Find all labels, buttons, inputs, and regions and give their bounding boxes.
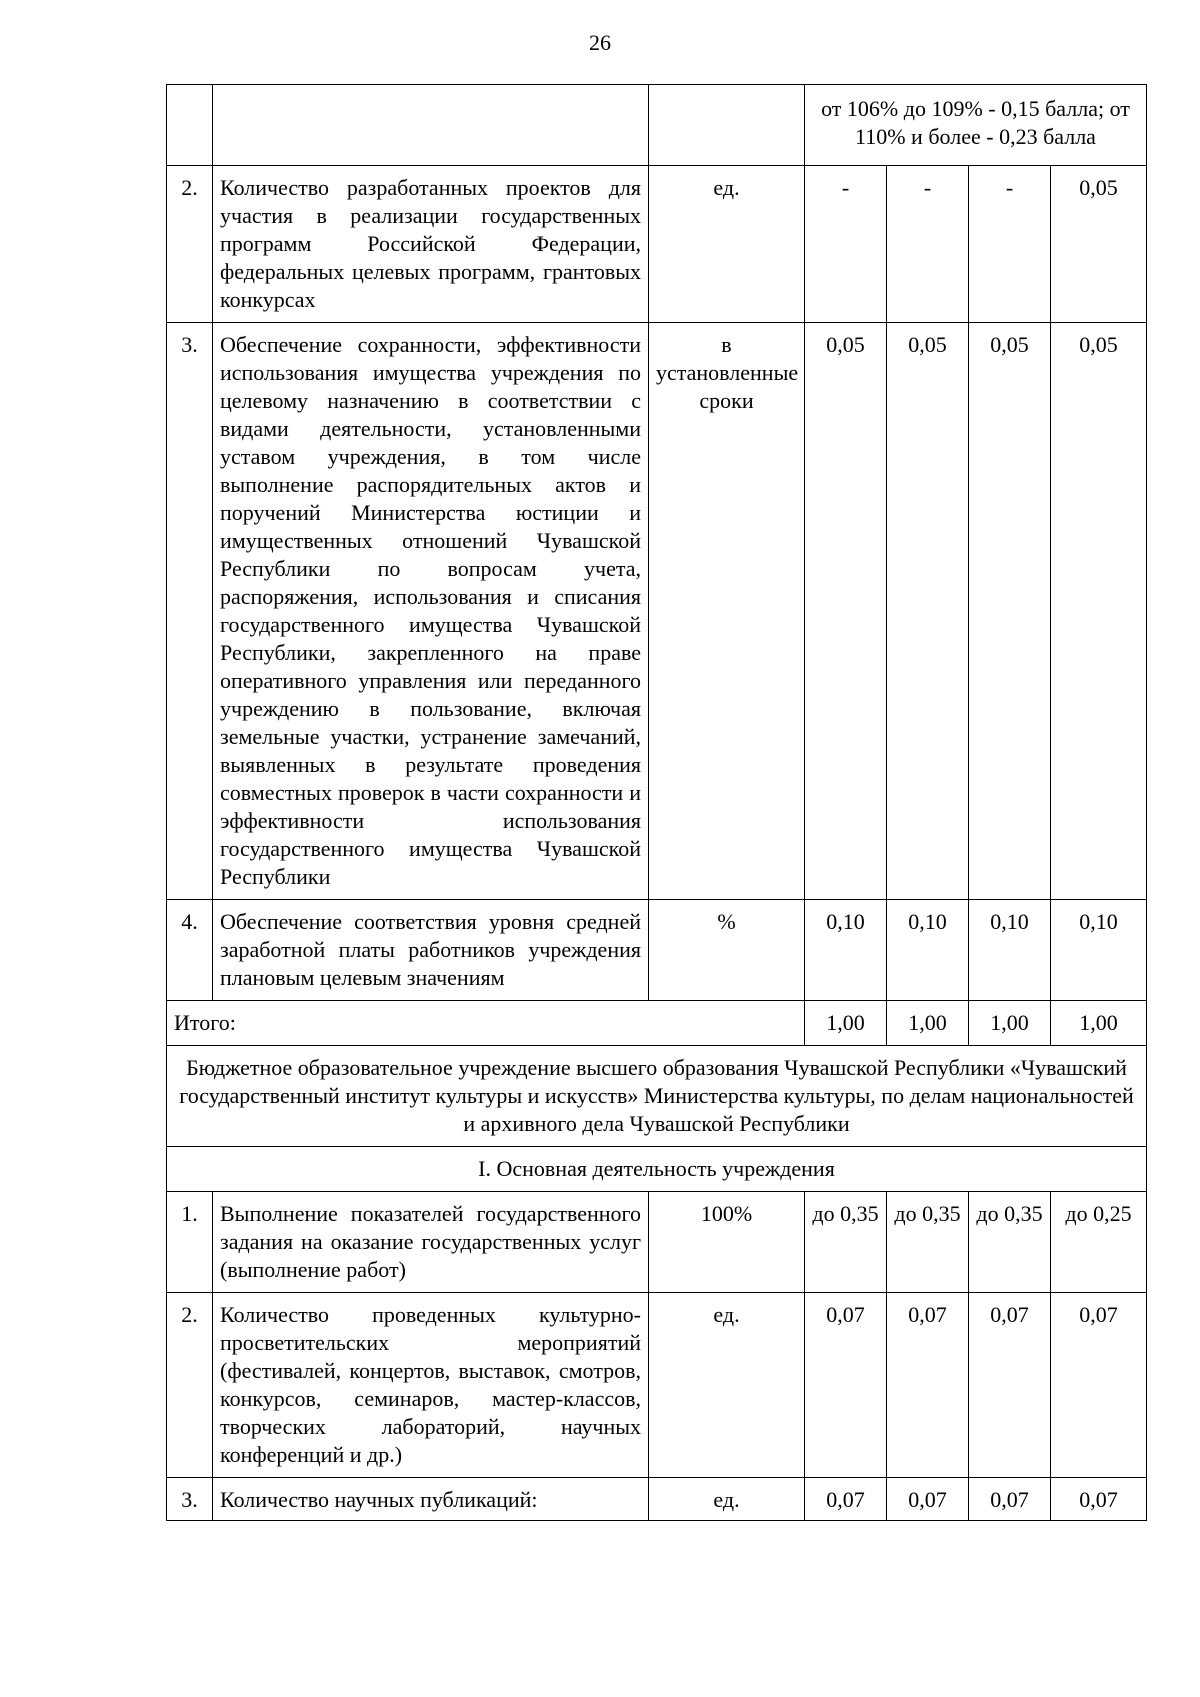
total-value: 1,00	[969, 1001, 1051, 1046]
institution-heading-row	[167, 1046, 1147, 1147]
table-row	[167, 900, 1147, 1001]
cell-value: до 0,35	[805, 1192, 887, 1293]
cell-num: 4.	[167, 900, 213, 1001]
cell-indicator: Обеспечение сохранности, эффективности использования имущества учреждения по целевому назначению в соответствии с видами деятельности, установленными уставом учреждения, в том числе выполнение распорядительных актов и поручений Министерства юстиции и имущественных отношений Чувашской Республики по вопросам учета, распоряжения, использования и списания государственного имущества Чувашской Республики, закрепленного на праве оперативного управления или переданного учреждению в пользование, включая земельные участки, устранение замечаний, выявленных в результате проведения совместных проверок в части сохранности и эффективности использования государственного имущества Чувашской Республики	[213, 323, 649, 900]
cell-value: 0,07	[887, 1293, 969, 1478]
cell-num: 1.	[167, 1192, 213, 1293]
indicator-text: Количество научных публикаций:	[220, 1487, 538, 1512]
cell-value: 0,10	[1051, 900, 1147, 1001]
cell-value: 0,05	[1051, 323, 1147, 900]
cell-value: 0,10	[969, 900, 1051, 1001]
cell-unit: в установленные сроки	[649, 323, 805, 900]
cell-value: -	[887, 166, 969, 323]
cell-value: 0,05	[969, 323, 1051, 900]
cell-value: 0,07	[805, 1478, 887, 1521]
cell-value: 0,05	[1051, 166, 1147, 323]
total-label: Итого:	[167, 1001, 805, 1046]
cell-indicator	[213, 85, 649, 166]
cell-unit	[649, 85, 805, 166]
total-value: 1,00	[887, 1001, 969, 1046]
cell-value: 0,05	[887, 323, 969, 900]
cell-value: 0,10	[887, 900, 969, 1001]
cell-value: -	[805, 166, 887, 323]
cell-num: 2.	[167, 166, 213, 323]
cell-num	[167, 85, 213, 166]
cell-indicator: Количество проведенных культурно-просветительских мероприятий (фестивалей, концертов, выставок, смотров, конкурсов, семинаров, мастер-классов, творческих лабораторий, научных конференций и др.)	[213, 1293, 649, 1478]
cell-unit: ед.	[649, 1478, 805, 1521]
cell-value: 0,07	[887, 1478, 969, 1521]
table-row	[167, 1478, 1147, 1521]
cell-indicator: Количество разработанных проектов для участия в реализации государственных программ Российской Федерации, федеральных целевых программ, грантовых конкурсах	[213, 166, 649, 323]
table-row	[167, 1192, 1147, 1293]
cell-indicator: Обеспечение соответствия уровня средней заработной платы работников учреждения плановым целевым значениям	[213, 900, 649, 1001]
cell-value: 0,10	[805, 900, 887, 1001]
cell-unit: 100%	[649, 1192, 805, 1293]
table-row	[167, 166, 1147, 323]
indicators-table	[166, 84, 1147, 1521]
page-number: 26	[589, 30, 611, 55]
table-row	[167, 1293, 1147, 1478]
total-value: 1,00	[805, 1001, 887, 1046]
section-heading-row	[167, 1147, 1147, 1192]
institution-heading: Бюджетное образовательное учреждение высшего образования Чувашской Республики «Чувашский государственный институт культуры и искусств» Министерства культуры, по делам национальностей и архивного дела Чувашской Республики	[167, 1046, 1147, 1147]
total-value: 1,00	[1051, 1001, 1147, 1046]
section-heading: I. Основная деятельность учреждения	[167, 1147, 1147, 1192]
cell-value: 0,07	[1051, 1478, 1147, 1521]
cell-value: 0,05	[805, 323, 887, 900]
cell-value: до 0,25	[1051, 1192, 1147, 1293]
cell-unit: ед.	[649, 166, 805, 323]
cell-unit: ед.	[649, 1293, 805, 1478]
cell-value: -	[969, 166, 1051, 323]
table-row	[167, 323, 1147, 900]
cell-num: 3.	[167, 323, 213, 900]
cell-indicator: Выполнение показателей государственного задания на оказание государственных услуг (выполнение работ)	[213, 1192, 649, 1293]
cell-unit: %	[649, 900, 805, 1001]
cell-value: до 0,35	[887, 1192, 969, 1293]
cell-indicator	[213, 1478, 649, 1521]
cell-value: 0,07	[1051, 1293, 1147, 1478]
cell-value: до 0,35	[969, 1192, 1051, 1293]
cell-value: 0,07	[805, 1293, 887, 1478]
cell-value: 0,07	[969, 1478, 1051, 1521]
cell-value: 0,07	[969, 1293, 1051, 1478]
table-row-continuation	[167, 85, 1147, 166]
cell-criteria: от 106% до 109% - 0,15 балла; от 110% и более - 0,23 балла	[805, 85, 1147, 166]
cell-num: 3.	[167, 1478, 213, 1521]
total-row	[167, 1001, 1147, 1046]
cell-num: 2.	[167, 1293, 213, 1478]
